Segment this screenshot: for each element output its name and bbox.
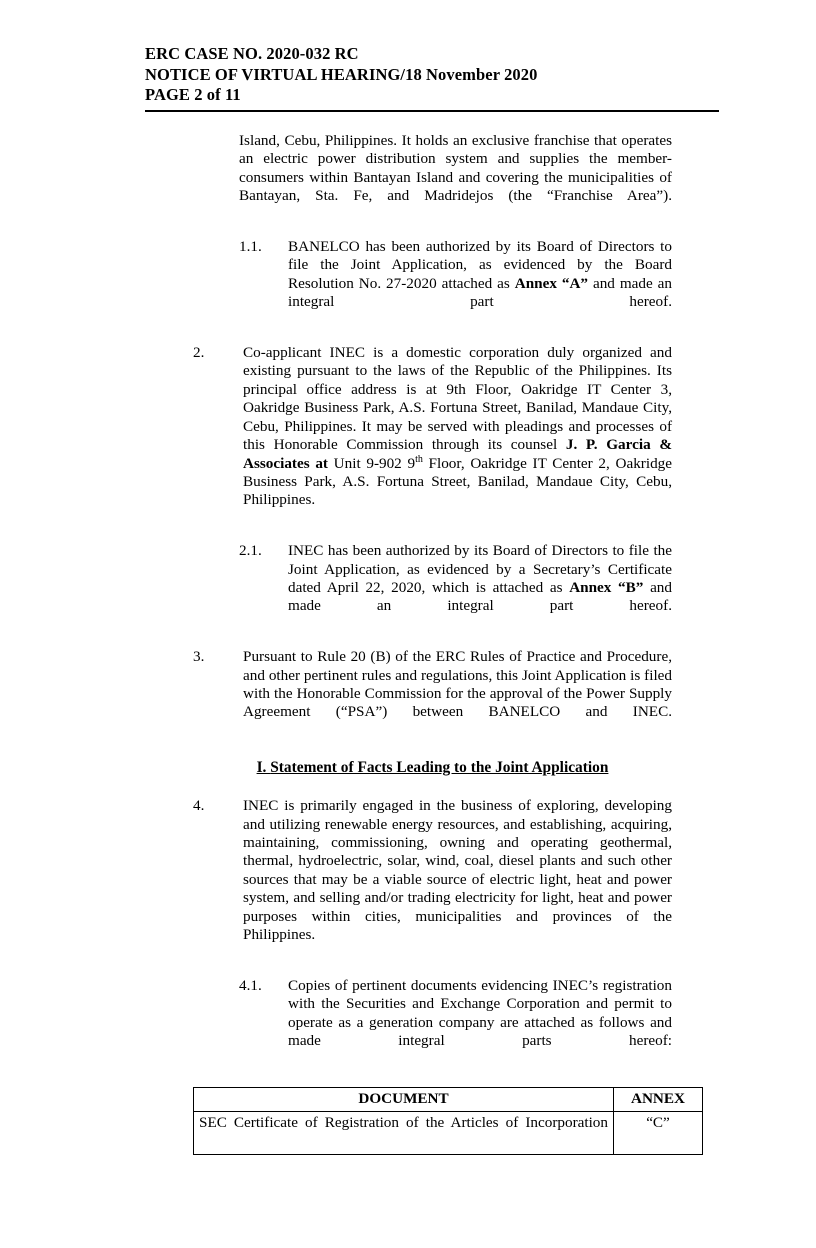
section-heading-prefix: I. <box>256 759 271 777</box>
item-2-1-text-part2: and made an integral part hereof. <box>288 578 672 615</box>
item-1-1-annex-label: Annex “A” <box>514 274 589 292</box>
paragraph-item-2-text <box>243 344 672 528</box>
paragraph-lead-text: Island, Cebu, Philippines. It holds an exclusive franchise that operates an electric power distribution system and supplies the member-consumers within Bantayan Island and covering the municipalities of Bantayan, Sta. Fe, and Madridejos (the “Franchise Area”). <box>239 132 672 205</box>
header-notice-title: NOTICE OF VIRTUAL HEARING/18 November 2020 <box>145 64 538 84</box>
table-row <box>194 1112 703 1155</box>
paragraph-item-3-text: Pursuant to Rule 20 (B) of the ERC Rules of Practice and Procedure, and other pertinent rules and regulations, this Joint Application is filed with the Honorable Commission for the approval of the Power Supply Agreement (“PSA”) between BANELCO and INEC. <box>243 648 672 721</box>
section-heading <box>193 758 672 777</box>
item-2-1-text-part1: INEC has been authorized by its Board of Directors to file the Joint Application, as evidenced by a Secretary’s Certificate dated April 22, 2020, which is attached as <box>288 542 672 596</box>
annex-table-header-annex: ANNEX <box>614 1087 703 1111</box>
header-case-number: ERC CASE NO. 2020-032 RC <box>145 44 359 63</box>
item-2-text-part3: Floor, Oakridge IT Center 2, Oakridge Business Park, A.S. Fortuna Street, Banilad, Mandaue City, Cebu, Philippines. <box>243 454 672 509</box>
annex-table <box>193 1087 703 1155</box>
item-2-ordinal-superscript: th <box>415 453 423 465</box>
item-1-1-text-part2: and made an integral part hereof. <box>288 274 672 311</box>
item-number-3: 3. <box>193 648 205 666</box>
paragraph-item-4-1-text: Copies of pertinent documents evidencing INEC’s registration with the Securities and Exchange Corporation and permit to operate as a generation company are attached as follows and made integral parts hereof: <box>288 976 672 1050</box>
paragraph-item-4 <box>193 797 672 963</box>
paragraph-item-1-1 <box>239 238 672 330</box>
paragraph-item-1-1-text <box>288 238 672 330</box>
item-2-counsel-name: J. P. Garcia & Associates at <box>243 436 672 472</box>
paragraph-item-2-1 <box>239 542 672 634</box>
item-number-1-1: 1.1. <box>239 238 262 256</box>
paragraph-item-3 <box>193 648 672 740</box>
paragraph-item-2-1-text <box>288 542 672 634</box>
annex-table-header-row <box>194 1087 703 1111</box>
paragraph-item-4-1 <box>239 977 672 1069</box>
item-number-4: 4. <box>193 797 205 815</box>
annex-table-cell-document <box>194 1112 614 1155</box>
item-2-text-part2: Unit 9-902 9 <box>327 454 416 472</box>
document-header <box>145 44 719 106</box>
document-body <box>193 132 685 1155</box>
annex-table-cell-annex: “C” <box>614 1112 703 1155</box>
annex-table-container <box>193 1087 685 1155</box>
item-1-1-text-part1: BANELCO has been authorized by its Board of Directors to file the Joint Application, as evidenced by the Board Resolution No. 27-2020 attached as <box>288 238 672 292</box>
paragraph-item-2 <box>193 344 672 528</box>
paragraph-item-4-text: INEC is primarily engaged in the business of exploring, developing and utilizing renewable energy resources, and establishing, acquiring, maintaining, commissioning, owning and operating geothermal, thermal, hydroelectric, solar, wind, coal, diesel plants and such other sources that may be a viable source of electric light, heat and power system, and selling and/or trading electricity for light, heat and power purposes within cities, municipalities and provinces of the Philippines. <box>243 797 672 944</box>
item-2-text-part1: Co-applicant INEC is a domestic corporation duly organized and existing pursuant to the laws of the Republic of the Philippines. Its principal office address is at 9th Floor, Oakridge IT Center 3, Oakridge Business Park, A.S. Fortuna Street, Banilad, Mandaue City, Cebu, Philippines. It may be served with pleadings and processes of this Honorable Commission through its counsel <box>243 344 672 454</box>
item-number-4-1: 4.1. <box>239 976 262 994</box>
section-heading-title: Statement of Facts Leading to the Joint Application <box>270 759 609 777</box>
header-page-number: PAGE 2 of 11 <box>145 85 241 104</box>
annex-table-header-document: DOCUMENT <box>194 1087 614 1111</box>
item-number-2-1: 2.1. <box>239 542 262 560</box>
paragraph-lead <box>239 132 672 224</box>
item-number-2: 2. <box>193 344 205 362</box>
header-divider-rule <box>145 110 719 112</box>
annex-table-cell-document-text: SEC Certificate of Registration of the Articles of Incorporation <box>199 1114 608 1132</box>
item-2-1-annex-label: Annex “B” <box>569 578 644 596</box>
